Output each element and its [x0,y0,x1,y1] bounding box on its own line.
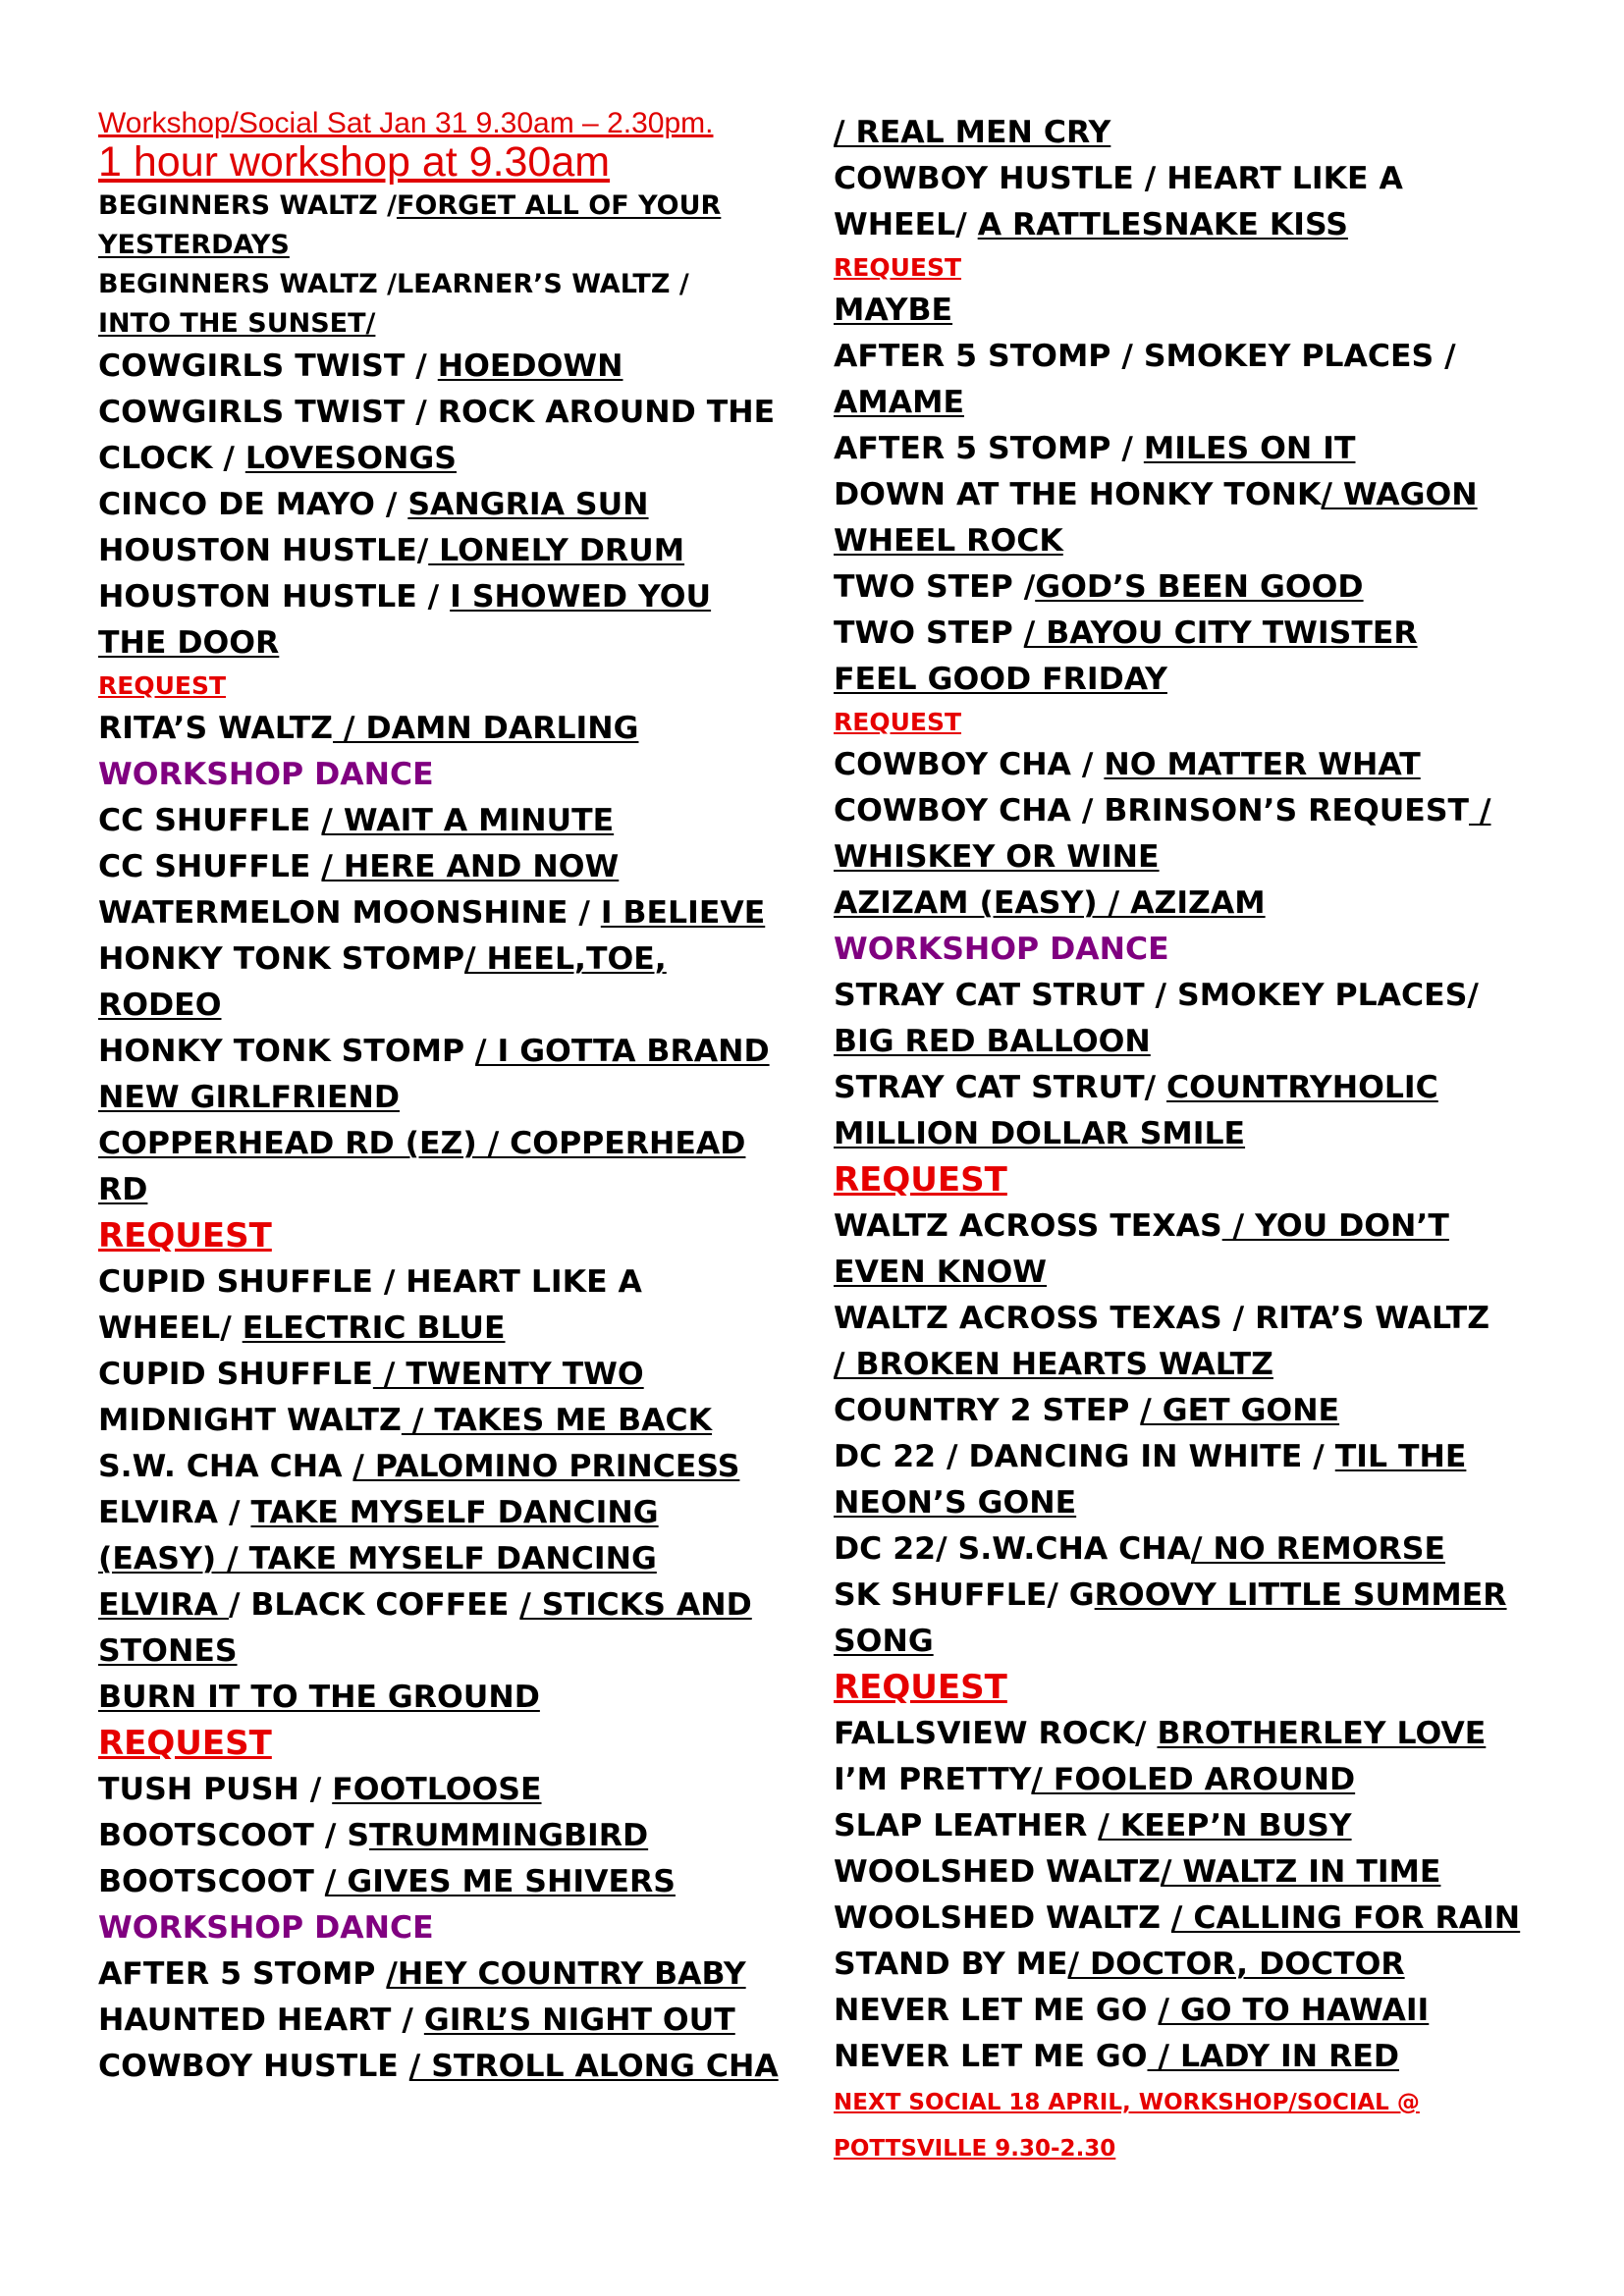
dance-name: BEGINNERS WALTZ / [98,190,397,221]
dance-name: AFTER 5 STOMP / SMOKEY PLACES / [834,339,1456,374]
dance-name: TWO STEP [834,615,1024,651]
dance-name: COUNTRY 2 STEP [834,1393,1141,1428]
dance-name: CLOCK / [98,441,245,476]
song-title: MILLION DOLLAR SMILE [834,1116,1246,1151]
song-title: NEW GIRLFRIEND [98,1080,401,1115]
request-label: REQUEST [98,1724,272,1763]
dance-line [98,304,825,344]
dance-line [834,1342,1619,1388]
dance-name: BOOTSCOOT / S [98,1818,370,1853]
song-title: GIRL’S NIGHT OUT [423,2002,735,2038]
song-title: / WALTZ IN TIME [1160,1854,1441,1890]
dance-name: STAND BY ME [834,1947,1068,1982]
song-title: I BELIEVE [600,895,766,931]
song-title: / DOCTOR, DOCTOR [1067,1947,1405,1982]
dance-name: I’M PRETTY [834,1762,1032,1797]
dance-line [98,706,825,752]
dance-line [834,1573,1619,1619]
dance-line [98,1075,825,1121]
dance-name: TUSH PUSH / [98,1772,333,1807]
song-title: FOOTLOOSE [332,1772,542,1807]
request-label: REQUEST [834,708,962,736]
dance-line [834,1434,1619,1480]
song-title: STONES [98,1633,238,1669]
song-title: INTO THE SUNSET/ [98,308,376,339]
song-title: WHEEL ROCK [834,523,1063,559]
dance-name: SK SHUFFLE/ G [834,1577,1095,1613]
song-title: RD [98,1172,148,1207]
dance-name: WOOLSHED WALTZ [834,1854,1161,1890]
song-title: EVEN KNOW [834,1255,1048,1290]
dance-name: CUPID SHUFFLE [98,1357,373,1392]
dance-line [98,620,825,667]
dance-line [834,1942,1619,1988]
dance-line [98,1029,825,1075]
dance-line [98,1582,825,1629]
dance-line [98,2044,825,2090]
song-title: SONG [834,1624,934,1659]
song-title: / NO REMORSE [1191,1531,1445,1567]
dance-line [834,1803,1619,1849]
song-title: AMAME [834,385,964,420]
dance-line [834,1896,1619,1942]
song-title: / YOU DON’T [1221,1208,1449,1244]
dance-name: COWGIRLS TWIST / ROCK AROUND THE [98,395,776,430]
dance-name: COWGIRLS TWIST / [98,348,438,384]
song-title: BIG RED BALLOON [834,1024,1151,1059]
song-title: / KEEP’N BUSY [1098,1808,1352,1843]
dance-line [98,1121,825,1167]
dance-line [834,288,1619,334]
dance-line [834,1849,1619,1896]
dance-line [834,156,1619,202]
song-title: / STICKS AND [519,1587,752,1623]
song-title: TAKE MYSELF DANCING [250,1495,659,1530]
song-title: MAYBE [834,293,953,328]
dance-line [98,1536,825,1582]
dance-line [98,226,825,265]
song-title: I SHOWED YOU [450,579,712,614]
song-title: LONELY DRUM [428,533,685,568]
song-title: / I GOTTA BRAND [475,1034,770,1069]
dance-line [98,528,825,574]
dance-line [834,1526,1619,1573]
song-title: BROTHERLEY LOVE [1157,1716,1487,1751]
dance-line [98,1998,825,2044]
dance-line [98,1767,825,1813]
dance-name: COWBOY HUSTLE / HEART LIKE A [834,161,1403,196]
dance-line [98,1259,825,1306]
dance-line [834,788,1619,834]
dance-name: DOWN AT THE HONKY TONK [834,477,1322,512]
dance-line [834,1111,1619,1157]
page-title: Workshop/Social Sat Jan 31 9.30am – 2.30pm. [98,107,714,139]
song-title: / CALLING FOR RAIN [1170,1900,1521,1936]
song-title: TRUMMINGBIRD [369,1818,649,1853]
song-title: / GET GONE [1140,1393,1340,1428]
dance-line [98,1167,825,1213]
song-title: / BROKEN HEARTS WALTZ [834,1347,1273,1382]
workshop-dance-label: WORKSHOP DANCE [98,1910,434,1946]
dance-line [834,202,1619,248]
next-social-note: NEXT SOCIAL 18 APRIL, WORKSHOP/SOCIAL @ [834,2090,1420,2115]
dance-name: HOUSTON HUSTLE/ [98,533,429,568]
dance-line [834,472,1619,518]
song-title: / GIVES ME SHIVERS [324,1864,676,1899]
dance-line [834,110,1619,156]
dance-name: NEVER LET ME GO [834,2039,1148,2074]
dance-name: BEGINNERS WALTZ /LEARNER’S WALTZ / [98,269,689,299]
dance-line [98,936,825,983]
dance-name: WOOLSHED WALTZ [834,1900,1171,1936]
song-title: A RATTLESNAKE KISS [977,207,1348,242]
song-title: BURN IT TO THE GROUND [98,1680,540,1715]
song-title: FORGET ALL OF YOUR [396,190,722,221]
dance-name: AFTER 5 STOMP [98,1956,387,1992]
dance-line [834,657,1619,703]
dance-name: FALLSVIEW ROCK/ [834,1716,1158,1751]
dance-name: HAUNTED HEART / [98,2002,424,2038]
song-title: / FOOLED AROUND [1031,1762,1356,1797]
dance-line [834,1619,1619,1665]
dance-line [98,1813,825,1859]
dance-name: CINCO DE MAYO / [98,487,408,522]
song-title: WHISKEY OR WINE [834,839,1160,875]
request-label: REQUEST [834,1160,1007,1200]
dance-line [98,890,825,936]
song-title: GOD’S BEEN GOOD [1035,569,1364,605]
dance-name: S.W. CHA CHA [98,1449,353,1484]
dance-line [834,1019,1619,1065]
song-title: AZIZAM (EASY) / AZIZAM [834,885,1266,921]
dance-line [834,881,1619,927]
song-title: (EASY) / TAKE MYSELF DANCING [98,1541,657,1576]
next-social-note: POTTSVILLE 9.30-2.30 [834,2136,1116,2162]
dance-line [98,1675,825,1721]
song-title: / PALOMINO PRINCESS [352,1449,740,1484]
dance-line [98,1859,825,1905]
dance-line [98,344,825,390]
song-title: / [1469,793,1491,828]
dance-line [834,1065,1619,1111]
dance-line [98,265,825,304]
dance-line [98,390,825,436]
dance-name: CC SHUFFLE [98,849,322,884]
dance-line [834,1296,1619,1342]
song-title: YESTERDAYS [98,230,290,260]
song-title: TIL THE [1334,1439,1467,1474]
dance-name: COWBOY CHA / BRINSON’S REQUEST [834,793,1469,828]
dance-line [98,1352,825,1398]
dance-line [98,1951,825,1998]
song-title: COPPERHEAD RD (EZ) / COPPERHEAD [98,1126,746,1161]
dance-name: STRAY CAT STRUT/ [834,1070,1167,1105]
request-label: REQUEST [834,253,962,282]
dance-line [834,2034,1619,2080]
dance-name: NEVER LET ME GO [834,1993,1159,2028]
dance-line [98,1490,825,1536]
song-title: / BAYOU CITY TWISTER [1023,615,1418,651]
dance-name: DC 22 / DANCING IN WHITE / [834,1439,1335,1474]
song-title: / TAKES ME BACK [401,1403,713,1438]
dance-name: RITA’S WALTZ [98,711,334,746]
dance-line [98,798,825,844]
dance-line [834,1388,1619,1434]
dance-line [98,1629,825,1675]
dance-name: DC 22/ S.W.CHA CHA [834,1531,1192,1567]
left-column [98,107,825,2090]
dance-name: HONKY TONK STOMP [98,1034,476,1069]
dance-line [834,1757,1619,1803]
song-title: / DAMN DARLING [333,711,639,746]
song-title: / TWENTY TWO [372,1357,644,1392]
dance-line [834,426,1619,472]
song-title: LOVESONGS [244,441,457,476]
song-title: / GO TO HAWAII [1158,1993,1430,2028]
dance-line [834,1250,1619,1296]
dance-name: HOUSTON HUSTLE / [98,579,451,614]
dance-name: HONKY TONK STOMP [98,941,465,977]
dance-name: AFTER 5 STOMP / [834,431,1144,466]
right-dance-list [834,110,1619,2172]
workshop-dance-label: WORKSHOP DANCE [98,757,434,792]
song-title: RODEO [98,988,222,1023]
dance-line [98,187,825,226]
dance-name: SLAP LEATHER [834,1808,1099,1843]
dance-line [98,1398,825,1444]
dance-line [834,973,1619,1019]
dance-line [834,1988,1619,2034]
page-subtitle: 1 hour workshop at 9.30am [98,138,611,186]
dance-name: COWBOY CHA / [834,747,1105,782]
dance-line [98,1444,825,1490]
request-label: REQUEST [834,1668,1007,1707]
dance-line [834,1480,1619,1526]
dance-name: WALTZ ACROSS TEXAS / RITA’S WALTZ [834,1301,1490,1336]
dance-line [834,611,1619,657]
song-title: / LADY IN RED [1147,2039,1400,2074]
song-title: COUNTRYHOLIC [1166,1070,1438,1105]
left-dance-list [98,187,825,2090]
song-title: NO MATTER WHAT [1104,747,1421,782]
dance-name: MIDNIGHT WALTZ [98,1403,402,1438]
dance-line [98,844,825,890]
dance-line [98,436,825,482]
dance-line [98,983,825,1029]
song-title: MILES ON IT [1143,431,1356,466]
dance-name: STRAY CAT STRUT / SMOKEY PLACES/ [834,978,1479,1013]
song-title: HOEDOWN [437,348,623,384]
dance-line [834,564,1619,611]
song-title: / WAIT A MINUTE [321,803,615,838]
dance-line [834,1711,1619,1757]
song-title: / HEEL,TOE, [464,941,667,977]
song-title: / REAL MEN CRY [834,115,1111,150]
dance-line [834,334,1619,380]
song-title: SANGRIA SUN [407,487,649,522]
workshop-dance-label: WORKSHOP DANCE [834,932,1169,967]
dance-name: WALTZ ACROSS TEXAS [834,1208,1222,1244]
song-title: / HERE AND NOW [321,849,620,884]
dance-name: ELVIRA / [98,1495,251,1530]
dance-line [834,834,1619,881]
dance-line [834,518,1619,564]
song-title: /HEY COUNTRY BABY [386,1956,746,1992]
request-label: REQUEST [98,671,227,700]
dance-line [98,574,825,620]
song-title: / WAGON [1321,477,1478,512]
dance-line [834,742,1619,788]
song-title: ELECTRIC BLUE [242,1310,506,1346]
dance-line [98,1306,825,1352]
song-title: FEEL GOOD FRIDAY [834,662,1167,697]
right-column [834,110,1619,2172]
request-label: REQUEST [98,1216,272,1255]
dance-name: / BLACK COFFEE [228,1587,520,1623]
song-title: ELVIRA [98,1587,229,1623]
dance-line [834,1203,1619,1250]
dance-name: CUPID SHUFFLE / HEART LIKE A [98,1264,642,1300]
song-title: THE DOOR [98,625,280,661]
dance-name: TWO STEP / [834,569,1036,605]
song-title: ROOVY LITTLE SUMMER [1094,1577,1507,1613]
dance-line [98,482,825,528]
dance-name: CC SHUFFLE [98,803,322,838]
dance-name: WATERMELON MOONSHINE / [98,895,601,931]
dance-name: WHEEL/ [98,1310,243,1346]
dance-name: COWBOY HUSTLE [98,2049,409,2084]
dance-name: BOOTSCOOT [98,1864,325,1899]
dance-name: WHEEL/ [834,207,978,242]
song-title: NEON’S GONE [834,1485,1077,1521]
song-title: / STROLL ALONG CHA [408,2049,779,2084]
dance-line [834,380,1619,426]
